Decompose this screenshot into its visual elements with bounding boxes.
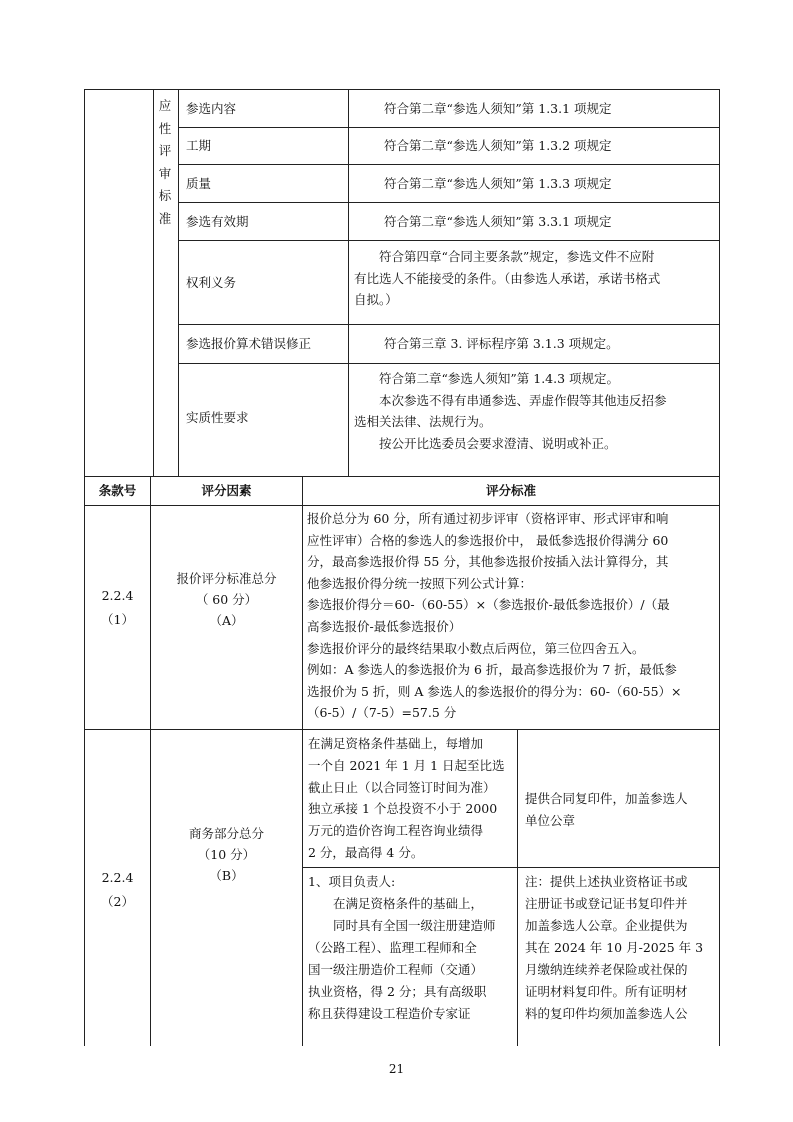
standard-line: 分，最高参选报价得 55 分，其他参选报价按插入法计算得分，其 <box>307 554 669 570</box>
factor-line: （A） <box>209 613 244 628</box>
requirement-line: 其在 2024 年 10 月-2025 年 3 <box>525 940 704 955</box>
requirement-line: 证明材料复印件。所有证明材 <box>525 984 688 999</box>
standard-line: 例如：A 参选人的参选报价为 6 折，最高参选报价为 7 折，最低参 <box>307 662 677 678</box>
factor-line: （10 分） <box>197 847 256 862</box>
standard-line: 应性评审）合格的参选人的参选报价中， 最低参选报价得满分 60 <box>307 532 669 548</box>
standard-line: 他参选报价得分统一按照下列公式计算： <box>307 575 533 591</box>
standard-line: 选相关法律、法规行为。 <box>354 414 492 429</box>
standard-line: 称且获得建设工程造价专家证 <box>308 1006 471 1021</box>
factor-line: 报价评分标准总分 <box>176 571 277 586</box>
standard-line: （6-5）/（7-5）=57.5 分 <box>307 705 457 721</box>
standard-cell: 符合第二章“参选人须知”第 1.3.1 项规定 <box>384 101 612 116</box>
clause-line: 2.2.4 <box>101 870 134 885</box>
requirement-line: 提供合同复印件，加盖参选人 <box>525 791 688 806</box>
standard-line: 参选报价得分＝60-（60-55）×（参选报价-最低参选报价）/（最 <box>307 597 670 613</box>
standard-line: 国一级注册造价工程师（交通） <box>308 962 484 977</box>
factor-cell: 参选报价算术错误修正 <box>186 336 312 351</box>
factor-cell: 质量 <box>186 176 212 191</box>
standard-line: （公路工程）、监理工程师和全 <box>308 940 477 955</box>
clause-cell <box>85 584 150 632</box>
standard-line: 报价总分为 60 分，所有通过初步评审（资格评审、形式评审和响 <box>307 511 669 526</box>
standard-line: 一个自 2021 年 1 月 1 日起至比选 <box>308 757 505 773</box>
standard-cell: 符合第二章“参选人须知”第 3.3.1 项规定 <box>384 214 612 229</box>
clause-line: （1） <box>101 612 134 627</box>
page-number: 21 <box>388 1062 405 1076</box>
standard-line: 同时具有全国一级注册建造师 <box>333 918 496 933</box>
category-char: 应 <box>158 98 172 113</box>
standard-line: 独立承接 1 个总投资不小于 2000 <box>308 801 498 817</box>
clause-cell <box>85 866 150 914</box>
sub-requirement-cell <box>525 871 717 1025</box>
factor-cell <box>151 568 302 631</box>
standard-line: 符合第四章“合同主要条款”规定，参选文件不应附 <box>379 249 655 264</box>
factor-line: 商务部分总分 <box>188 826 264 841</box>
standard-line: 选报价为 5 折，则 A 参选人的参选报价的得分为：60-（60-55）× <box>307 683 682 699</box>
factor-line: （B） <box>209 868 244 883</box>
factor-cell: 参选有效期 <box>186 214 249 229</box>
sub-standard-title: 1、项目负责人: <box>308 874 396 889</box>
category-char: 准 <box>158 210 172 226</box>
standard-line: 有比选人不能接受的条件。（由参选人承诺，承诺书格式 <box>354 270 661 286</box>
standard-cell <box>307 508 717 724</box>
standard-line: 按公开比选委员会要求澄清、说明或补正。 <box>379 435 617 451</box>
header-clause: 条款号 <box>98 483 137 498</box>
sub-requirement-cell <box>525 788 717 832</box>
standard-line: 2 分，最高得 4 分。 <box>308 844 424 860</box>
standard-cell: 符合第三章 3. 评标程序第 3.1.3 项规定。 <box>384 336 619 351</box>
sub-standard-cell <box>308 733 516 864</box>
category-char: 评 <box>158 143 172 158</box>
header-standard: 评分标准 <box>485 483 536 498</box>
standard-cell: 符合第二章“参选人须知”第 1.3.2 项规定 <box>384 138 612 153</box>
standard-line: 万元的造价咨询工程咨询业绩得 <box>308 823 484 839</box>
standard-line: 执业资格，得 2 分；具有高级职 <box>308 984 487 999</box>
standard-line: 高参选报价-最低参选报价） <box>307 618 462 634</box>
standard-cell <box>354 368 716 454</box>
factor-cell: 权利义务 <box>186 275 237 290</box>
category-char: 审 <box>158 165 172 181</box>
requirement-line: 加盖参选人公章。企业提供为 <box>525 918 688 933</box>
factor-cell: 工期 <box>186 138 212 153</box>
category-char: 性 <box>158 120 172 136</box>
standard-line: 参选报价评分的最终结果取小数点后两位，第三位四舍五入。 <box>307 640 645 656</box>
requirement-line: 料的复印件均须加盖参选人公 <box>525 1006 688 1021</box>
standard-line: 本次参选不得有串通参选、弄虚作假等其他违反招参 <box>379 392 667 408</box>
standard-line: 自拟。） <box>354 292 398 307</box>
requirement-line: 单位公章 <box>525 813 576 828</box>
standard-line: 截止日止（以合同签订时间为准） <box>308 779 496 795</box>
clause-line: （2） <box>101 894 134 909</box>
factor-line: （ 60 分） <box>195 592 258 607</box>
requirement-line: 注：提供上述执业资格证书或 <box>525 874 688 889</box>
header-factor: 评分因素 <box>201 483 252 498</box>
category-char: 标 <box>158 188 172 203</box>
factor-cell <box>151 823 302 886</box>
sub-standard-cell <box>308 893 516 1025</box>
standard-line: 符合第二章“参选人须知”第 1.4.3 项规定。 <box>379 371 620 386</box>
requirement-line: 月缴纳连续养老保险或社保的 <box>525 962 688 977</box>
standard-line: 在满足资格条件基础上，每增加 <box>308 736 484 751</box>
standard-cell <box>354 246 716 311</box>
clause-line: 2.2.4 <box>101 588 134 603</box>
factor-cell: 参选内容 <box>186 101 237 116</box>
standard-line: 在满足资格条件的基础上， <box>333 896 484 911</box>
factor-cell: 实质性要求 <box>186 410 249 425</box>
category-label <box>157 95 173 230</box>
requirement-line: 注册证书或登记证书复印件并 <box>525 896 688 911</box>
standard-cell: 符合第二章“参选人须知”第 1.3.3 项规定 <box>384 176 612 191</box>
